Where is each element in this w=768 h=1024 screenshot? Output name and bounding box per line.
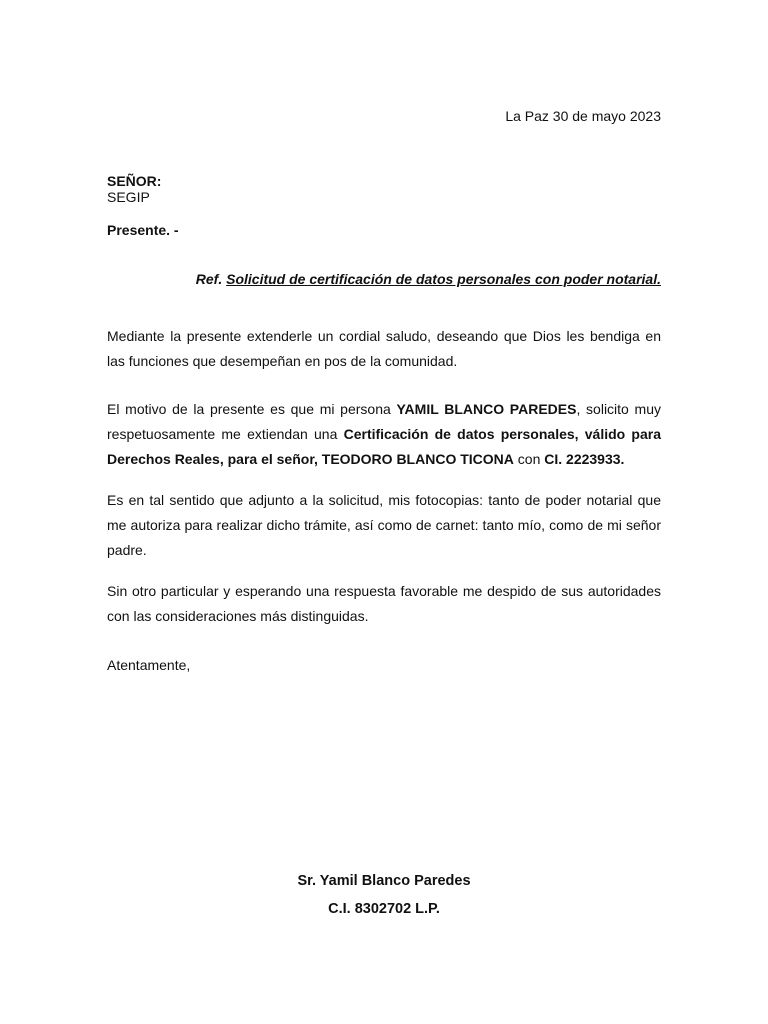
paragraph-greeting: Mediante la presente extenderle un cordial saludo, deseando que Dios les bendiga en las funciones que desempeñan en pos de la comunidad. bbox=[107, 328, 661, 369]
recipient-name: SEGIP bbox=[107, 189, 150, 205]
recipient-title: SEÑOR: bbox=[107, 173, 162, 189]
beneficiary-ci: CI. 2223933. bbox=[544, 451, 625, 467]
paragraph-attachments: Es en tal sentido que adjunto a la solicitud, mis fotocopias: tanto de poder notarial que me autoriza para realizar dicho trámite, así como de carnet: tanto mío, como de mi señor padre. bbox=[107, 492, 661, 558]
certificate-description: Certificación de datos personales, válido para Derechos Reales, para el señor, TEODORO BLANCO TICONA bbox=[107, 426, 662, 467]
paragraph-farewell: Sin otro particular y esperando una respuesta favorable me despido de sus autoridades con las consideraciones más distinguidas. bbox=[107, 583, 661, 624]
signature-ci: C.I. 8302702 L.P. bbox=[328, 901, 440, 917]
letter-date: La Paz 30 de mayo 2023 bbox=[505, 108, 661, 124]
greeting: Presente. - bbox=[107, 222, 179, 238]
reference-line bbox=[107, 270, 661, 288]
requester-name: YAMIL BLANCO PAREDES bbox=[396, 401, 577, 417]
reference-subject: Solicitud de certificación de datos personales con poder notarial. bbox=[226, 271, 661, 287]
signature-name: Sr. Yamil Blanco Paredes bbox=[297, 873, 471, 889]
request-text-3: con bbox=[513, 451, 545, 467]
request-text-1: El motivo de la presente es que mi persona bbox=[107, 401, 397, 417]
paragraph-request bbox=[107, 397, 661, 472]
request-text-2: , solicito muy respetuosamente me extiendan una bbox=[107, 401, 661, 442]
closing: Atentamente, bbox=[107, 657, 191, 673]
reference-label: Ref. bbox=[195, 271, 223, 287]
